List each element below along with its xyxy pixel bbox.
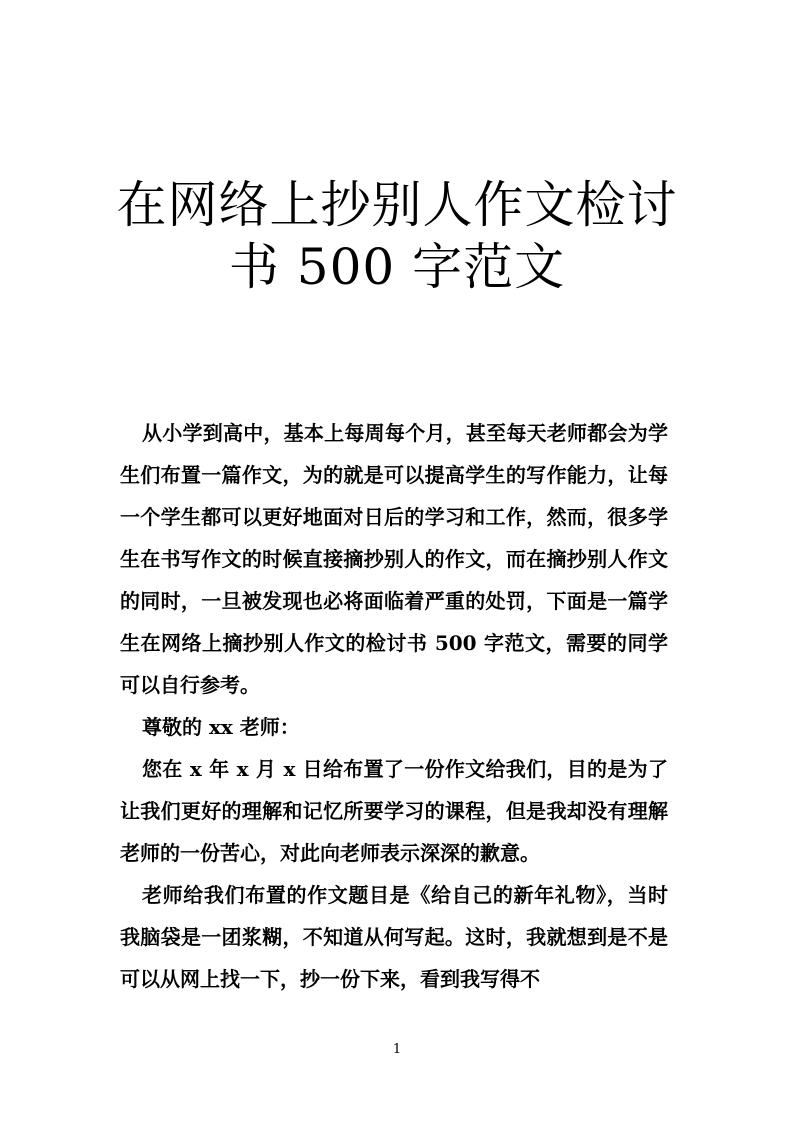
paragraph-salutation: 尊敬的 xx 老师：: [142, 715, 300, 739]
document-body: [120, 412, 668, 1000]
paragraph-body-2: 老师给我们布置的作文题目是《给自己的新年礼物》，当时我脑袋是一团浆糊，不知道从何写起。这时，我就想到是不是可以从网上找一下，抄一份下来，看到我写得不: [120, 883, 668, 991]
paragraph-intro: 从小学到高中，基本上每周每个月，甚至每天老师都会为学生们布置一篇作文，为的就是可以提高学生的写作能力，让每一个学生都可以更好地面对日后的学习和工作，然而，很多学生在书写作文的时候直接摘抄别人的作文，而在摘抄别人作文的同时，一旦被发现也必将面临着严重的处罚，下面是一篇学生在网络上摘抄别人作文的检讨书 500 字范文，需要的同学可以自行参考。: [120, 421, 668, 697]
title-line-2: 书 500 字范文: [228, 237, 566, 296]
document-title: [60, 174, 734, 298]
paragraph-body-1: 您在 x 年 x 月 x 日给布置了一份作文给我们，目的是为了让我们更好的理解和记忆所要学习的课程，但是我却没有理解老师的一份苦心，对此向老师表示深深的歉意。: [120, 757, 668, 865]
title-line-1: 在网络上抄别人作文检讨: [116, 175, 678, 234]
page-number: 1: [392, 1042, 402, 1057]
